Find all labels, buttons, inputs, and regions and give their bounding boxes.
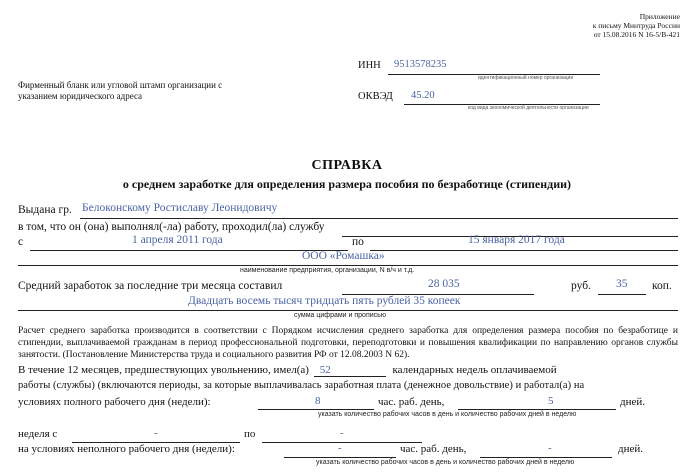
calculation-note: Расчет среднего заработка производится в соответствии с Порядком исчисления среднего заработка для определения размера пособия по безработице и стипендии, выплачиваемой гражданам в период профессиональной подготовки, переподготовки и повышения квалификации по направлению органов службы занятости. (Постановление Министерства труда и социального развития РФ от 12.08.2003 N 62). xyxy=(18,326,678,360)
document-title: СПРАВКА xyxy=(311,158,383,173)
salary-rub-label: руб. xyxy=(571,280,591,292)
partial-week-label: неделя с xyxy=(18,428,58,440)
partial-to-value[interactable]: - xyxy=(340,427,344,439)
period-from-label: с xyxy=(18,236,24,248)
partial-from-value[interactable]: - xyxy=(154,427,158,439)
weeks-suffix: календарных недель оплачиваемой xyxy=(392,364,557,376)
part-hours-underline xyxy=(284,457,396,458)
hours-label: час. раб. день, xyxy=(378,396,445,408)
okved-label: ОКВЭД xyxy=(358,91,393,102)
salary-kop-underline xyxy=(598,294,646,295)
part-hours-label: час. раб. день, xyxy=(400,443,467,455)
stamp-line-1: Фирменный бланк или угловой штамп организации с xyxy=(18,80,223,90)
salary-label: Средний заработок за последние три месяца составил xyxy=(18,280,283,292)
okved-value[interactable]: 45.20 xyxy=(411,90,435,101)
days-value[interactable]: 5 xyxy=(548,395,554,407)
weeks-line-1 xyxy=(18,364,678,377)
appendix-block xyxy=(593,12,680,39)
salary-rub-value[interactable]: 28 035 xyxy=(428,278,460,290)
company-stamp-placeholder xyxy=(18,80,222,102)
salary-words-caption: сумма цифрами и прописью xyxy=(294,312,387,319)
period-from-underline xyxy=(30,250,348,251)
appendix-line-1: Приложение xyxy=(639,12,680,21)
part-days-underline xyxy=(480,457,612,458)
appendix-line-2: к письму Минтруда России xyxy=(592,21,680,30)
document-subtitle: о среднем заработке для определения размера пособия по безработице (стипендии) xyxy=(122,177,572,191)
period-to-value[interactable]: 15 января 2017 года xyxy=(468,234,565,246)
inn-label: ИНН xyxy=(358,60,381,71)
part-time-label: на условиях неполного рабочего дня (недели): xyxy=(18,443,235,455)
full-time-caption: указать количество рабочих часов в день и количество рабочих дней в неделю xyxy=(318,411,577,418)
full-time-label: условиях полного рабочего дня (недели): xyxy=(18,396,211,408)
period-to-underline xyxy=(370,250,678,251)
org-underline xyxy=(18,265,678,266)
salary-kop-label: коп. xyxy=(652,280,672,292)
weeks-prefix: В течение 12 месяцев, предшествующих увольнению, имел(а) xyxy=(18,364,309,376)
okved-caption: код вида экономической деятельности организации xyxy=(468,105,589,111)
issued-label: Выдана гр. xyxy=(18,204,72,216)
issued-underline xyxy=(80,218,678,219)
work-statement: в том, что он (она) выполнял(-ла) работу, проходил(ла) службу xyxy=(18,221,325,233)
inn-caption: идентификационный номер организации xyxy=(478,75,574,81)
salary-words[interactable]: Двадцать восемь тысяч тридцать пять рублей 35 копеек xyxy=(188,295,461,307)
part-days-label: дней. xyxy=(618,443,644,455)
hours-value[interactable]: 8 xyxy=(315,395,321,407)
salary-kop-value[interactable]: 35 xyxy=(616,278,628,290)
salary-words-underline xyxy=(18,310,678,311)
part-hours-value[interactable]: - xyxy=(338,442,342,454)
org-caption: наименование предприятия, организации, N в/ч и т.д. xyxy=(240,267,415,274)
period-from-value[interactable]: 1 апреля 2011 года xyxy=(132,234,223,246)
partial-to-label: по xyxy=(244,428,256,440)
inn-value[interactable]: 9513578235 xyxy=(394,59,447,70)
weeks-line-3 xyxy=(18,396,211,408)
days-underline xyxy=(458,409,616,410)
issued-name[interactable]: Белоконскому Ростиславу Леонидовичу xyxy=(82,202,278,214)
part-days-value[interactable]: - xyxy=(548,442,552,454)
period-to-label: по xyxy=(352,236,364,248)
appendix-line-3: от 15.08.2016 N 16-5/В-421 xyxy=(593,30,680,39)
hours-underline xyxy=(258,409,374,410)
stamp-line-2: указанием юридического адреса xyxy=(18,91,143,101)
weeks-value[interactable]: 52 xyxy=(319,364,331,376)
part-time-caption: указать количество рабочих часов в день и количество рабочих дней в неделю xyxy=(316,459,575,466)
partial-to-underline xyxy=(262,442,422,443)
weeks-line-2: работы (службы) (включаются периоды, за которые выплачивалась заработная плата (денежное довольствие) и работал(а) на xyxy=(18,380,585,391)
org-value[interactable]: ООО «Ромашка» xyxy=(302,250,385,262)
days-label: дней. xyxy=(620,396,646,408)
